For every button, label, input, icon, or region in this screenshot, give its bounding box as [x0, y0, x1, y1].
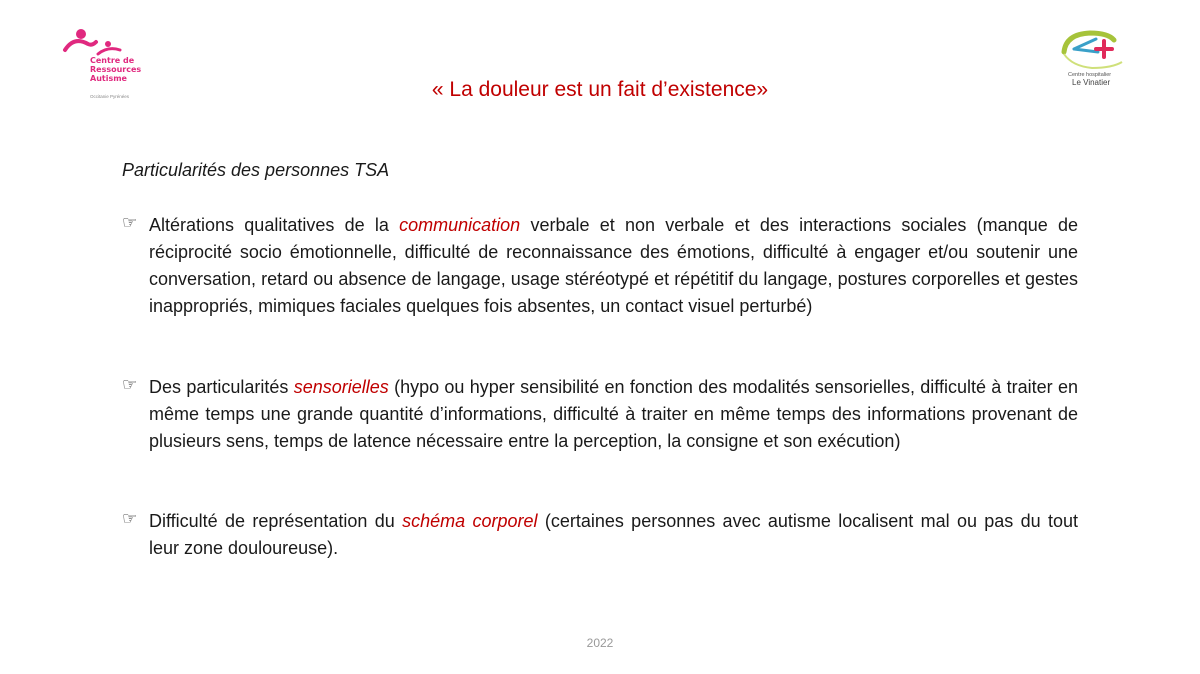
bullet-text-after: (certaines personnes avec autisme localisent mal ou pas du tout leur zone douloureuse).: [149, 511, 1078, 558]
pointing-hand-icon: ☞: [122, 509, 138, 529]
bullet-highlight: schéma corporel: [402, 511, 538, 531]
slide-title: « La douleur est un fait d’existence»: [431, 78, 769, 101]
logo-left-line2: Ressources: [90, 65, 142, 74]
bullet-text-after: (hypo ou hyper sensibilité en fonction des modalités sensorielles, difficulté à traiter en même temps une grande quantité d’informations, difficulté à traiter en même temps des informations provenant de plusieurs sens, temps de latence nécessaire entre la perception, la consigne et son exécution): [149, 377, 1078, 451]
bullet-text: [149, 374, 1078, 455]
green-arc-red-cross-icon: [1052, 28, 1132, 72]
bullet-text-before: Altérations qualitatives de la: [149, 215, 400, 235]
bullet-text-before: Des particularités: [149, 377, 294, 397]
bullet-highlight: sensorielles: [293, 377, 389, 397]
bullet-text-before: Difficulté de représentation du: [149, 511, 403, 531]
bullet-communication: [122, 212, 1078, 320]
bullet-schema-corporel: [122, 508, 1078, 562]
logo-left-sub: Occitanie Pyrénées: [90, 94, 130, 99]
bullet-text: [149, 508, 1078, 562]
bullet-highlight: communication: [399, 215, 521, 235]
section-subtitle: Particularités des personnes TSA: [122, 160, 390, 180]
bullet-text: [149, 212, 1078, 320]
logo-right-line2: Le Vinatier: [1072, 78, 1111, 87]
footer-year: 2022: [586, 636, 614, 650]
logo-right-line1: Centre hospitalier: [1068, 72, 1112, 78]
logo-left-line1: Centre de: [90, 56, 135, 65]
pointing-hand-icon: ☞: [122, 213, 138, 233]
bullet-sensorielles: [122, 374, 1078, 455]
logo-left-line3: Autisme: [90, 74, 127, 83]
pointing-hand-icon: ☞: [122, 375, 138, 395]
bullet-text-after: verbale et non verbale et des interactions sociales (manque de réciprocité socio émotionnelle, difficulté de reconnaissance des émotions, difficulté à engager et/ou soutenir une conversation, retard ou absence de langage, usage stéréotypé et répétitif du langage, postures corporelles et gestes inappropriés, mimiques faciales quelques fois absentes, un contact visuel perturbé): [149, 215, 1078, 316]
